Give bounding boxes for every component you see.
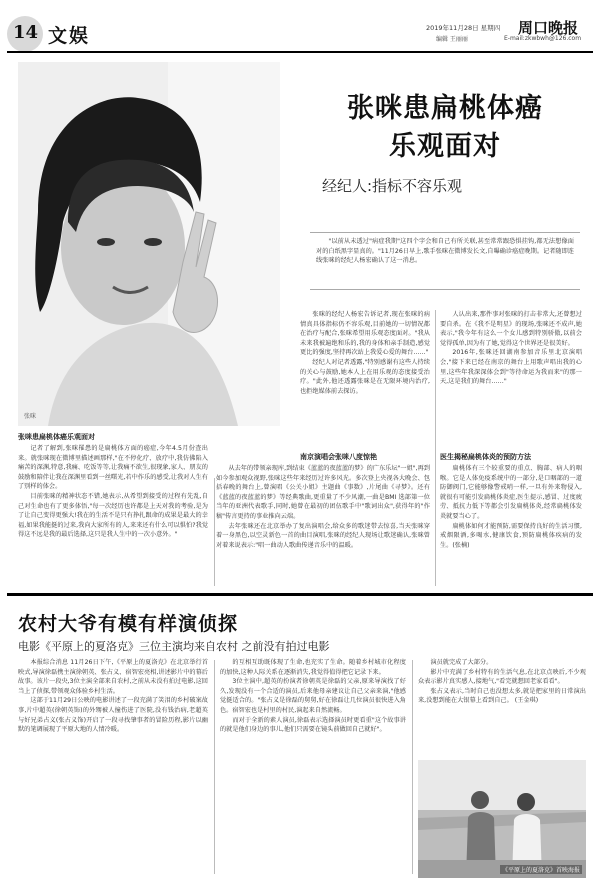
feature-subhead: 经纪人:指标不容乐观 xyxy=(322,177,463,195)
story2-paragraph: 的互相互助既体现了生命,也充实了生命。随着乡村城市化程度的加快,这种人际关系在逐渐消失,我觉得值得把它记录下来。 xyxy=(220,659,406,676)
feature-col3-bottom xyxy=(440,464,582,586)
story2-headline: 农村大爷有模有样演侦探 xyxy=(18,613,239,635)
story2-photo-caption: 《平原上的夏洛克》首映海报 xyxy=(501,867,580,874)
portrait-illustration xyxy=(18,62,280,426)
col1-paragraph: 目前张咪的精神状态不错,她表示,从希望到接受的过程有先乱,自己对生命也有了更多体悟,"每一次经历也许都是上天对我的考验,是为了让自己变得更强大!我在的生活不是只有挣扎跟命的成果是最大的幸福,如果我能挺的过来,我向大家所有的人,来来还有什么可以惧怕?我觉得这不远是我的最后选择,这只是我人生中的一次小意外。" xyxy=(18,492,208,539)
page-number: 14 xyxy=(13,22,39,43)
photo-credit: 张咪 xyxy=(24,413,37,420)
col2-paragraph: 去年张咪还在北京举办了复出演唱会,给众多的歌迷带去惊喜,当天张咪穿着一身黑色,以空灵新色一首的曲目演唱,张咪的经纪人现场让歌迷确认,张咪曾对着来说表示:"唱一曲动人歌曲传递音乐中的温暖。 xyxy=(216,522,430,549)
feature-col1 xyxy=(18,444,208,582)
story2-col2 xyxy=(220,658,406,876)
col2-paragraph: 张咪的经纪人杨宏告诉记者,现在张咪的病情真具体指标仍不容乐观,目前她的一切情况都在治疗与配合,张咪希望用乐观态度面对。"我从未来我被遍绝和乐的,我的身体和亲手制造,感觉更比的强度,坚持再次站上我爱心爱的舞台……" xyxy=(300,311,430,357)
col1-paragraph: 记者了解到,张咪罹患的是扁桃体方面的癌症,今年4.5月份查出来。就张咪现在微博里描述画那样,"在不停化疗、放疗中,我仿佛陷入痛苦的深渊,特意,我痛、吃饭等等,让我痛不欲生,很现象,家人、朋友的鼓励和陪伴让我在深渊里看到一丝曙光,若中作乐的感受,让我对人生有了别样的体会。 xyxy=(18,445,208,491)
feature-photo xyxy=(18,62,280,426)
col3-paragraph: 2016年,张咪还回湖南参加音乐里北京演唱会,"接下来已经在南京的舞台上用歌声唱出我的心里,这些年我深深体会到"等待命运为我而来"的那一天,这是我们的舞台……" xyxy=(440,349,582,386)
photo-caption: 张咪患扁桃体癌乐观面对 xyxy=(18,433,95,441)
standfirst-box xyxy=(310,232,580,290)
column-divider xyxy=(214,660,215,874)
story2-paragraph: 张占义表示,当时自己也没想太多,就是把家里的日常演出来,没想到能在大银幕上看到自己。 (王金琪) xyxy=(418,687,586,705)
col2-paragraph: 从去年的带领亲现库,到结束《蓝蓝的夜蓝蓝的梦》的广东乐坛"一姐",再到如今参加观众视野,张咪这些年来经历过许多风光。多次登上央视各大晚会、包括春晚的舞台上,曾演唱《公关小姐》主题曲《事数》,片尾曲《寻梦》。还有《蓝蓝的夜蓝蓝的梦》等经典歌曲,更重量了不少风潮,一曲是BMI 选部第一位当年的亚洲代表歌手,同时,她曾在最初的团伍歌手中"歌词出众",获得年的"作稿"传言更持的事业推向云端。 xyxy=(216,465,430,520)
standfirst-text: "以前从未透过"病症我期"这四个字会和自己有所关联,甚至常常跟恐惧挂钩,都无法想像面对的白纸黑字显真的。"11月26日早上,歌手张咪在微博发长文,自曝确诊癌症晚期。记者随即连线张咪的经纪人杨宏确认了这一消息。 xyxy=(316,238,574,264)
feature-col2-bottom xyxy=(216,464,430,586)
story2-paragraph: 3位主演中,超英的扮演者徐朝英是徐磊的父亲,原来导演找了好久,发现没有一个合适的演员,后来他母亲建议让自己父亲来演,"他感觉挺适合的。"张占义是徐磊的舅舅,好在徐磊让几位演员很快进入角色。宿智宏也是村里的村民,演起来自然流畅。 xyxy=(220,678,406,714)
col3-paragraph: 扁桃体有三个较重要的重点、胸部、病人的咽喉。它是人体免疫系统中的一部分,是口咽部的一道防御阀门,它能够像警戒哨一样,一旦有外来物侵入,就很有可能引发扁桃体炎症,医生提示,感冒、过度疲劳、抵抗力低下等都会引发扁桃体炎,经常扁桃体发炎就要当心了。 xyxy=(440,465,582,520)
paper-name: 周口晚报 xyxy=(518,19,579,37)
col3-paragraph: 人认出来,那件事对张咪的打击非常大,还曾想过要自杀。在《我不是明星》的现场,张咪还不成声,她表示,"我今年有这么一个女儿感到特别骄傲,以前会觉得孤单,因为有了她,觉得这个世界还是很美好。 xyxy=(440,311,582,347)
section-title: 文娱 xyxy=(48,25,91,47)
story2-photo xyxy=(418,760,586,878)
story2-paragraph: 本报综合消息 11月26日下午,《平原上的夏洛克》在北京举行首映式,导演徐磊携主演徐朝英、张占义、宿智宏亮相,讲述影片中的幕后故事。该片一段央,3位主演全部来自农村,之前从未没有拍过电影,这回当上了侦探,带领观众体验乡村生活。 xyxy=(18,659,208,695)
editor-credit: 编辑 王丽丽 xyxy=(436,36,468,43)
story-separator xyxy=(7,593,593,596)
story2-subhead: 电影《平原上的夏洛克》三位主演均来自农村 之前没有拍过电影 xyxy=(18,640,330,653)
feature-headline-line1: 张咪患扁桃体癌 xyxy=(347,93,543,124)
issue-date: 2019年11月28日 星期四 xyxy=(426,24,501,32)
contact-email[interactable]: E-mail:zkwbwh@126.com xyxy=(504,35,582,42)
column-divider xyxy=(412,660,413,874)
masthead-rule xyxy=(7,51,593,53)
col3-paragraph: 扁桃体如何才能预防,需要保持良好的生活习惯,戒烟限酒,多喝水,健康饮食,预防扁桃体疾病的发生。(张楠) xyxy=(440,522,582,549)
film-still-illustration xyxy=(418,760,586,878)
col2-paragraph: 经纪人对记者透露,"特别感谢有这些人持续的关心与鼓励,她本人上在用乐观的态度接受治疗。"此外,他还透露张咪是在无限环境内治疗,也拒绝媒体前去探访。 xyxy=(300,358,430,395)
story2-paragraph: 这部于11月29日公映的电影讲述了一段充满了笑泪的乡村破案故事,片中超英(徐朝英饰)的外甥被人撞伤进了医院,没有钱治病,老超英与好兄弟占义(张占义饰)开启了一段寻找肇事者的冒险历程,影片以幽默的笔调展现了平原大地的人情冷暖。 xyxy=(18,697,208,734)
col3-subhead: 医生揭秘扁桃体炎的预防方法 xyxy=(440,453,531,461)
story2-paragraph: 而对于全新的素人演员,徐磊表示选择演员时更看重"这个故事讲的就是他们身边的事儿,他们只需要在镜头前做回自己就好"。 xyxy=(220,716,406,734)
column-divider xyxy=(214,478,215,586)
column-divider xyxy=(435,310,436,586)
story2-paragraph: 演员就完成了大部分。 xyxy=(430,659,493,666)
story2-col3 xyxy=(418,658,586,756)
story2-col1 xyxy=(18,658,208,876)
story2-paragraph: 影片中充满了乡村特有的生活气息,在北京点映后,不少观众表示影片真实感人,接地气,"看完就想回老家看看"。 xyxy=(418,668,586,686)
feature-col3-top xyxy=(440,310,582,450)
feature-headline-line2: 乐观面对 xyxy=(389,131,501,162)
feature-col2-top xyxy=(300,310,430,450)
col2-subhead: 南京演唱会张咪八度惊艳 xyxy=(300,453,377,461)
